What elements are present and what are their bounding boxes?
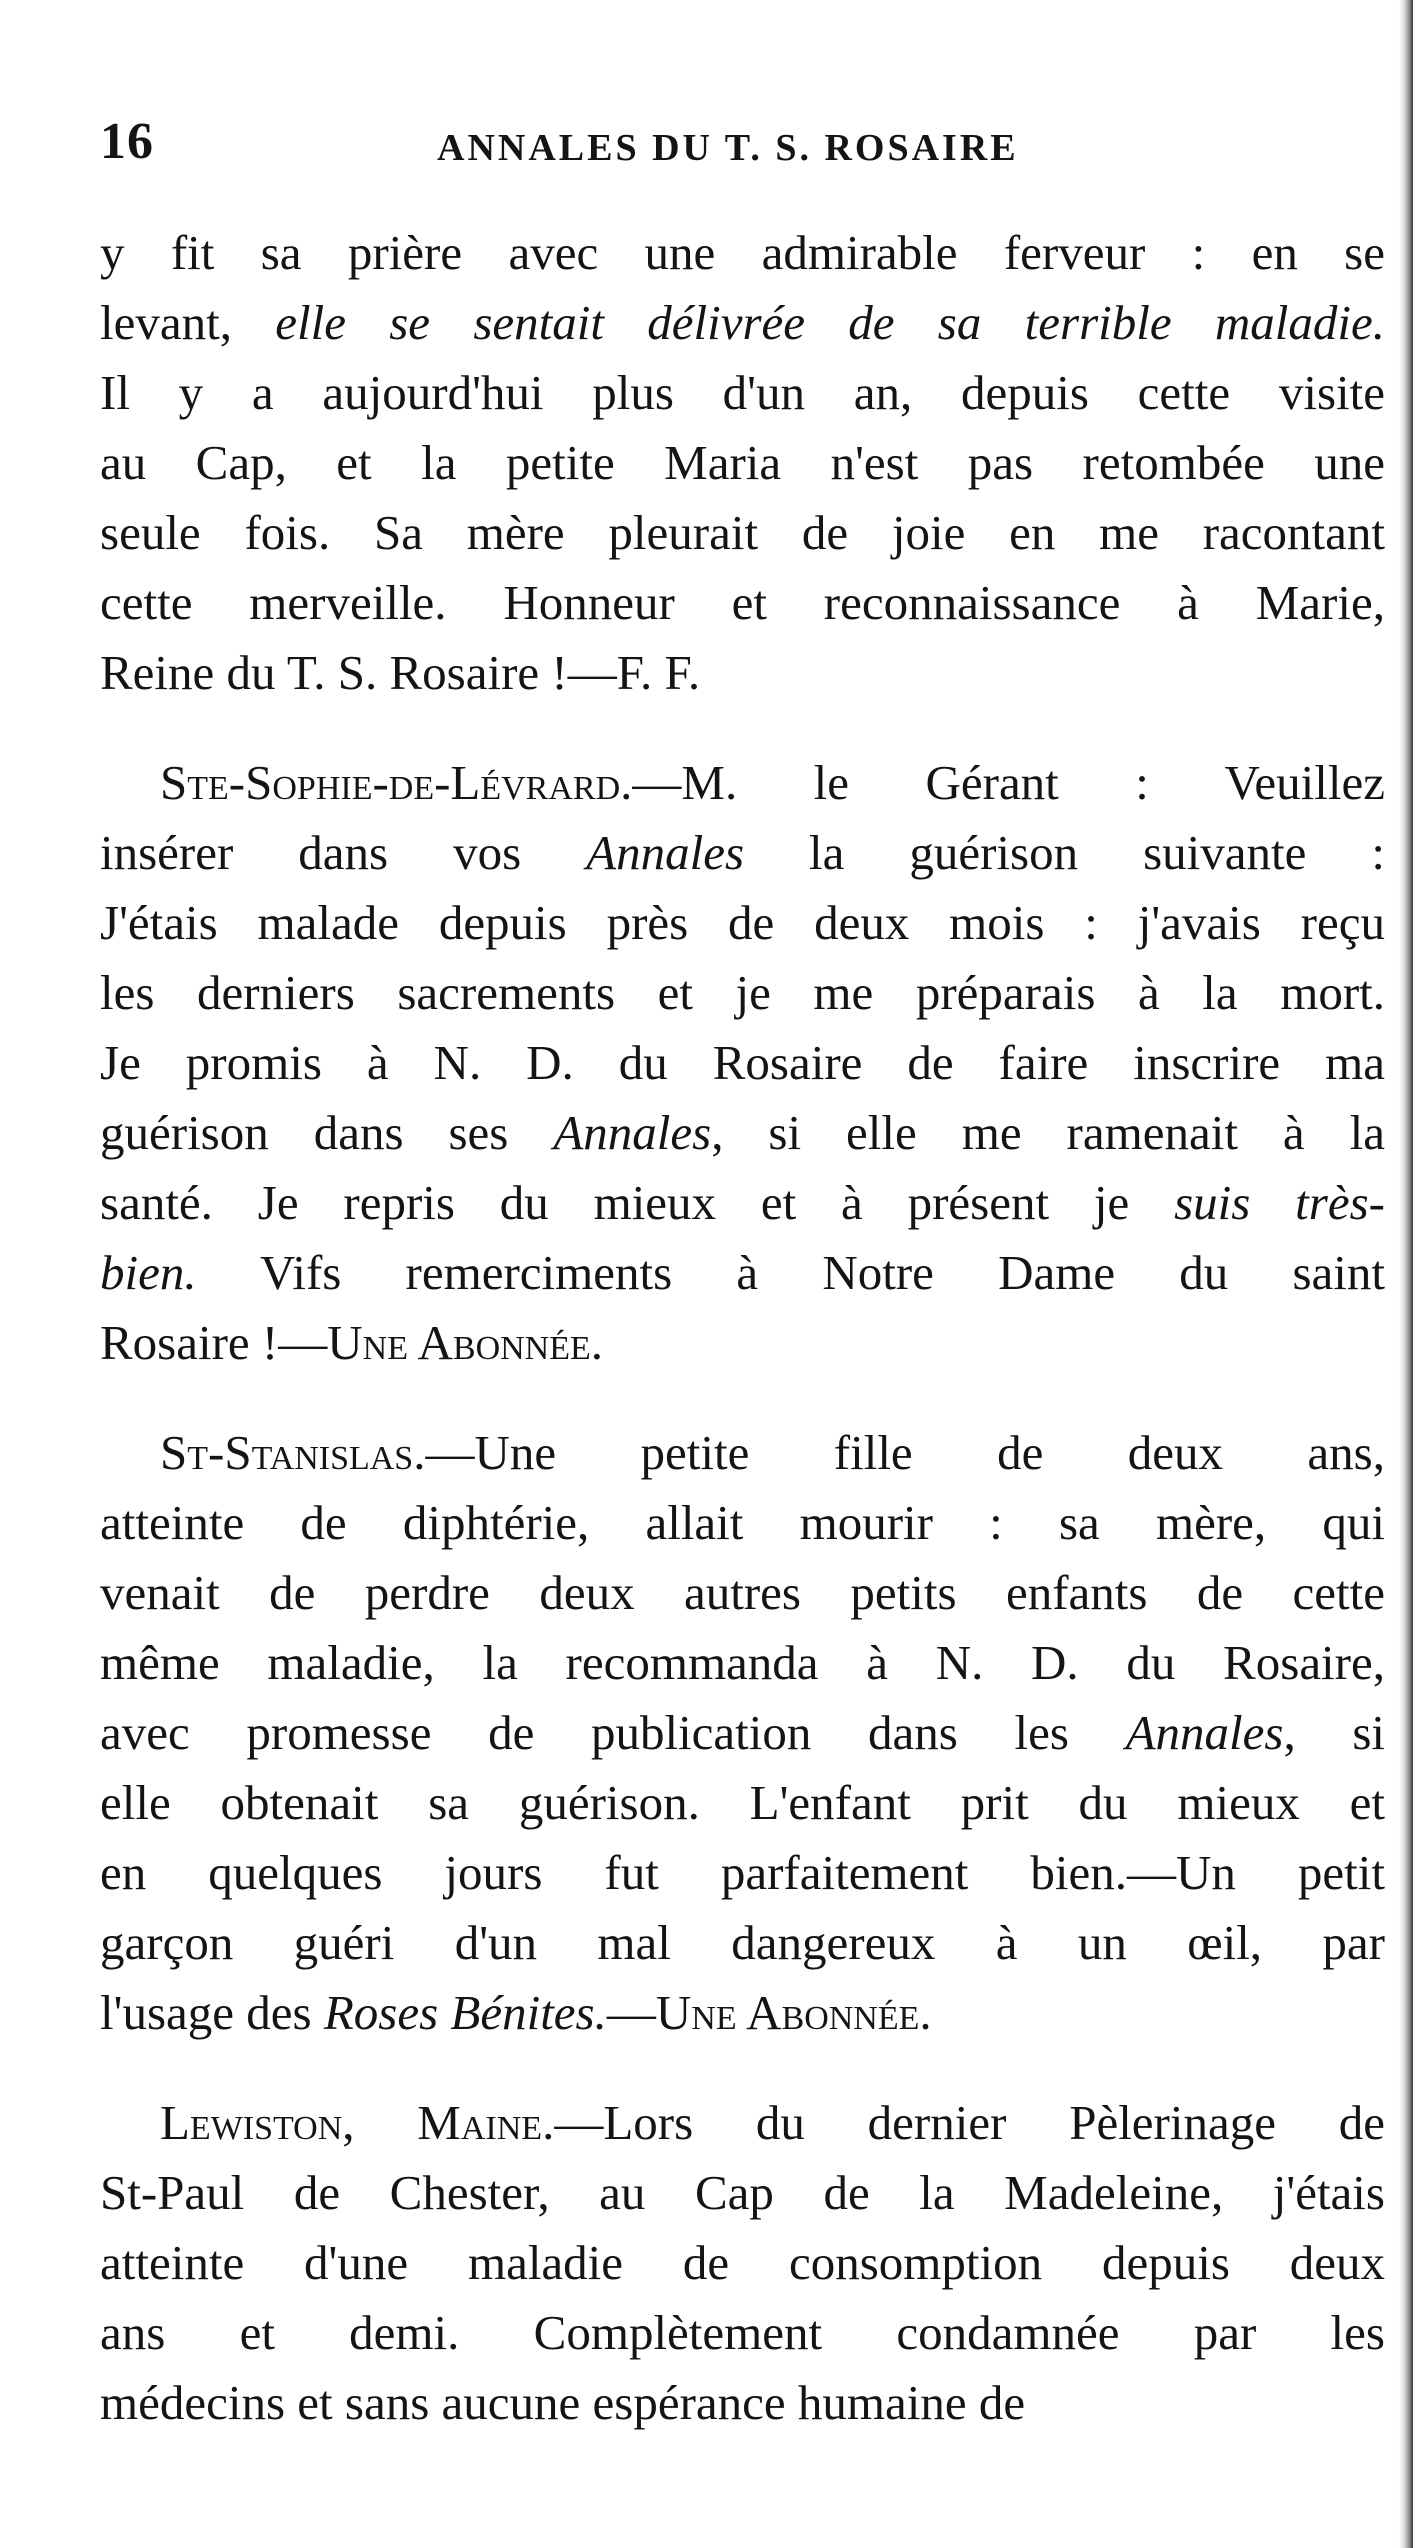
small-caps-text: Lewiston, Maine.	[160, 2095, 555, 2150]
italic-text: Roses Bénites.	[323, 1985, 607, 2040]
text-run: levant,	[100, 295, 276, 350]
italic-text: bien.	[100, 1245, 197, 1300]
text-run: l'usage des	[100, 1985, 324, 2040]
text-line	[100, 1488, 1385, 1558]
text-run: , si	[1283, 1705, 1386, 1760]
text-line	[100, 358, 1385, 428]
text-line	[100, 1838, 1385, 1908]
page-number: 16	[100, 113, 154, 170]
text-run: , si elle me ramenait à la	[711, 1105, 1385, 1160]
text-run: garçon guéri d'un mal dangereux à un œil, par	[100, 1915, 1385, 1970]
text-line	[100, 498, 1385, 568]
running-head	[100, 112, 1370, 182]
text-line	[100, 888, 1385, 958]
text-line	[100, 1308, 1385, 1378]
text-run: atteinte de diphtérie, allait mourir : sa mère, qui	[100, 1495, 1385, 1550]
text-run: Vifs remerciments à Notre Dame du saint	[196, 1245, 1385, 1300]
text-run: y fit sa prière avec une admirable ferveur : en se	[100, 225, 1385, 280]
paragraph	[100, 2088, 1385, 2438]
text-run: elle obtenait sa guérison. L'enfant prit du mieux et	[100, 1775, 1385, 1830]
text-line	[100, 288, 1385, 358]
text-line	[100, 428, 1385, 498]
italic-text: Annales	[553, 1105, 712, 1160]
text-line	[100, 568, 1385, 638]
small-caps-text: Ste-Sophie-de-Lévrard.	[160, 755, 633, 810]
text-run: médecins et sans aucune espérance humaine de	[100, 2375, 1026, 2430]
text-line	[100, 2088, 1385, 2158]
text-line	[100, 1698, 1385, 1768]
paragraph	[100, 218, 1385, 708]
small-caps-text: Une Abonnée.	[327, 1315, 604, 1370]
text-run: cette merveille. Honneur et reconnaissance à Marie,	[100, 575, 1385, 630]
text-run: guérison dans ses	[100, 1105, 554, 1160]
italic-text: Annales	[586, 825, 745, 880]
text-line	[100, 1558, 1385, 1628]
italic-text: elle se sentait délivrée de sa terrible maladie.	[275, 295, 1385, 350]
text-line	[100, 1908, 1385, 1978]
text-run: même maladie, la recommanda à N. D. du Rosaire,	[100, 1635, 1385, 1690]
text-run: insérer dans vos	[100, 825, 587, 880]
text-run: atteinte d'une maladie de consomption depuis deux	[100, 2235, 1385, 2290]
text-run: J'étais malade depuis près de deux mois : j'avais reçu	[100, 895, 1385, 950]
text-run: —	[606, 1985, 656, 2040]
text-line	[100, 1418, 1385, 1488]
body-text	[100, 218, 1385, 2478]
text-line	[100, 1028, 1385, 1098]
small-caps-text: Une Abonnée.	[655, 1985, 932, 2040]
text-run: les derniers sacrements et je me préparais à la mort.	[100, 965, 1385, 1020]
text-line	[100, 748, 1385, 818]
italic-text: Annales	[1125, 1705, 1284, 1760]
text-line	[100, 638, 1385, 708]
page-edge-shadow	[1399, 0, 1413, 2548]
text-run: en quelques jours fut parfaitement bien.—Un petit	[100, 1845, 1385, 1900]
text-run: au Cap, et la petite Maria n'est pas retombée une	[100, 435, 1385, 490]
text-line	[100, 1238, 1385, 1308]
text-line	[100, 2158, 1385, 2228]
text-run: Rosaire !—	[100, 1315, 328, 1370]
text-run: Je promis à N. D. du Rosaire de faire inscrire ma	[100, 1035, 1385, 1090]
text-run: venait de perdre deux autres petits enfants de cette	[100, 1565, 1385, 1620]
text-line	[100, 1768, 1385, 1838]
text-line	[100, 1978, 1385, 2048]
text-line	[100, 2368, 1385, 2438]
text-run: —Lors du dernier Pèlerinage de	[554, 2095, 1385, 2150]
text-line	[100, 1628, 1385, 1698]
running-head-title: ANNALES DU T. S. ROSAIRE	[437, 127, 1019, 169]
text-run: ans et demi. Complètement condamnée par les	[100, 2305, 1385, 2360]
text-line	[100, 218, 1385, 288]
text-run: Reine du T. S. Rosaire !—F. F.	[100, 645, 701, 700]
text-line	[100, 1098, 1385, 1168]
paragraph	[100, 1418, 1385, 2048]
text-run: la guérison suivante :	[744, 825, 1385, 880]
small-caps-text: St-Stanislas.	[160, 1425, 426, 1480]
text-line	[100, 2228, 1385, 2298]
text-run: Il y a aujourd'hui plus d'un an, depuis cette visite	[100, 365, 1385, 420]
text-line	[100, 818, 1385, 888]
text-run: —Une petite fille de deux ans,	[425, 1425, 1385, 1480]
text-run: avec promesse de publication dans les	[100, 1705, 1126, 1760]
text-run: seule fois. Sa mère pleurait de joie en me racontant	[100, 505, 1385, 560]
text-line	[100, 2298, 1385, 2368]
text-run: St-Paul de Chester, au Cap de la Madeleine, j'étais	[100, 2165, 1385, 2220]
text-line	[100, 958, 1385, 1028]
paragraph	[100, 748, 1385, 1378]
text-run: —M. le Gérant : Veuillez	[632, 755, 1385, 810]
italic-text: suis très-	[1174, 1175, 1385, 1230]
text-line	[100, 1168, 1385, 1238]
text-run: santé. Je repris du mieux et à présent je	[100, 1175, 1175, 1230]
